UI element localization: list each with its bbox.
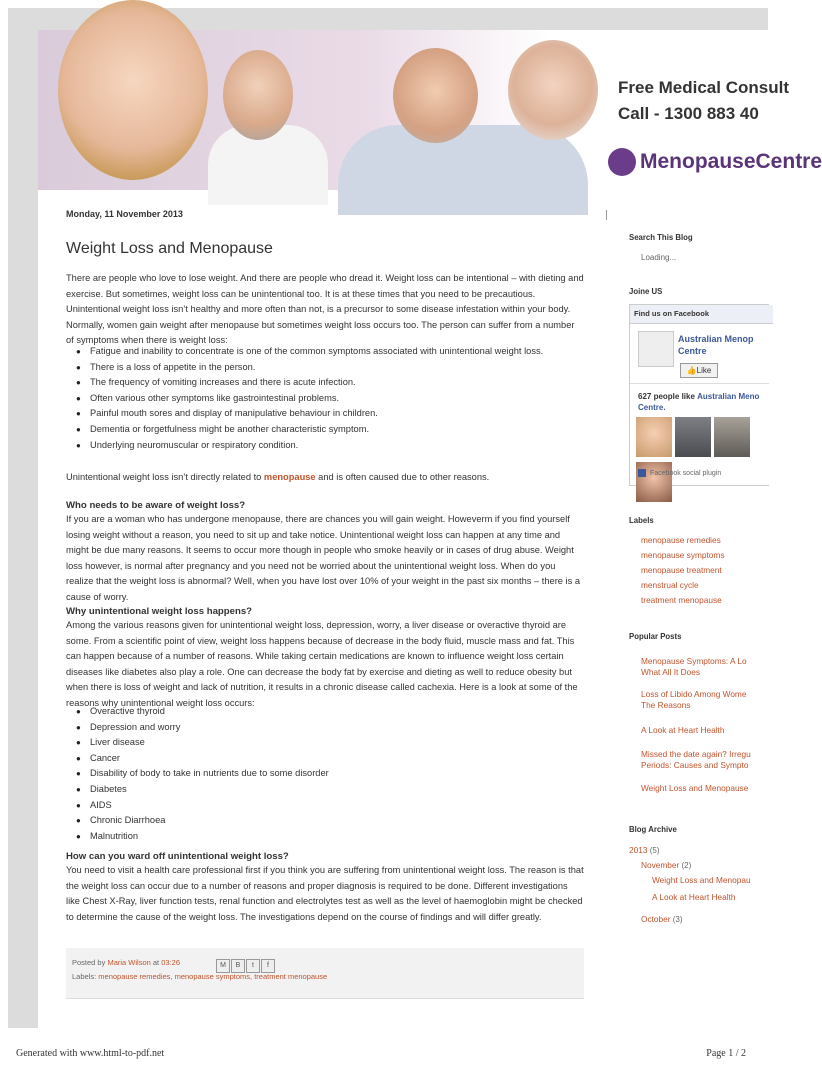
facebook-widget: [629, 304, 769, 486]
thumbs-up-icon: 👍: [686, 366, 697, 375]
facebook-widget-header: Find us on Facebook: [630, 305, 773, 324]
woman-2-photo: [393, 48, 478, 143]
archive-post-link[interactable]: Weight Loss and Menopau: [652, 875, 751, 885]
popular-post-line: A Look at Heart Health: [641, 725, 725, 735]
list-item: ● Dementia or forgetfulness might be another characteristic symptom.: [76, 422, 581, 438]
section-heading-who: Who needs to be aware of weight loss?: [66, 500, 246, 511]
archive-month-count: (3): [672, 915, 683, 924]
facebook-plugin-label: [638, 469, 721, 477]
promo-line-1: Free Medical Consult: [618, 78, 789, 97]
archive-month: [641, 914, 683, 925]
list-item: ● Often various other symptoms like gastrointestinal problems.: [76, 391, 581, 407]
author-link[interactable]: Maria Wilson: [107, 958, 151, 967]
page-name-line-1: Australian Menop: [678, 334, 754, 344]
search-heading: Search This Blog: [629, 233, 693, 242]
facebook-page-name[interactable]: [678, 333, 754, 357]
list-item: ● There is a loss of appetite in the person.: [76, 360, 581, 376]
like-button[interactable]: [680, 363, 718, 378]
join-heading: Joine US: [629, 287, 663, 296]
page-logo[interactable]: [638, 331, 674, 367]
section-body-how: You need to visit a health care professional first if you think you are suffering from unintentional weight loss. The reason is that the weight loss can occur due to a number of reasons and proper diagnosis is required to be done. Different investigations like Chest X-Ray, liver function tests, renal function and electrolytes test as well as the level of haemoglobin might be checked to determine the cause of the weight loss. The investigations depend on the course of findings and will differ greatly.: [66, 865, 584, 922]
popular-post-link[interactable]: [641, 656, 747, 678]
label-link[interactable]: menopause remedies: [641, 535, 721, 545]
popular-post-line: Weight Loss and Menopause: [641, 783, 749, 793]
label-link[interactable]: treatment menopause: [641, 595, 722, 605]
generated-note: Generated with www.html-to-pdf.net: [16, 1048, 165, 1059]
reason-list: [76, 704, 581, 844]
count-text: 627 people like: [638, 392, 698, 401]
label-link[interactable]: menopause symptoms: [641, 550, 725, 560]
popular-post-line: What All It Does: [641, 667, 701, 677]
email-icon[interactable]: M: [216, 959, 230, 973]
archive-month-count: (2): [681, 861, 692, 870]
woman-photo: [58, 0, 208, 180]
section-body-why: Among the various reasons given for unintentional weight loss, depression, worry, a liver disease or overactive thyroid are some. From a scientific point of view, weight loss happens because of decrease in the body fluid, muscle mass and fat. This can happen because of a number of reasons. While taking certain medications are known to influence weight loss certain diseases like diabetes also play a role. One can decrease the body fat by exercise and dieting as well to reduce obesity but when there is loss of weight and lack of nutrition, it results in a chronic disease called cachexia. Here is a look at some of the reasons why unintentional weight loss occurs:: [66, 620, 578, 708]
list-item: ● Overactive thyroid: [76, 704, 581, 720]
section-heading-why: Why unintentional weight loss happens?: [66, 606, 253, 617]
post-footer: [66, 948, 584, 999]
archive-post-link[interactable]: A Look at Heart Health: [652, 892, 736, 902]
facebook-icon[interactable]: f: [261, 959, 275, 973]
popular-post-line: Missed the date again? Irregu: [641, 749, 751, 759]
list-item: ● Malnutrition: [76, 829, 581, 845]
count-page-link[interactable]: Australian Meno: [697, 392, 760, 401]
menopause-link[interactable]: menopause: [263, 472, 316, 482]
divider: [630, 383, 769, 384]
archive-year-count: (5): [649, 846, 660, 855]
popular-post-line: Periods: Causes and Sympto: [641, 760, 749, 770]
menopause-note: [66, 470, 584, 486]
archive-year: [629, 845, 659, 856]
posted-by-label: Posted by: [72, 958, 108, 967]
caduceus-icon: [608, 148, 636, 176]
plugin-text: Facebook social plugin: [650, 469, 722, 477]
at-label: at: [150, 958, 162, 967]
list-item: ● Disability of body to take in nutrients due to some disorder: [76, 766, 581, 782]
popular-post-line: Menopause Symptoms: A Lo: [641, 656, 747, 666]
list-item: ● Depression and worry: [76, 720, 581, 736]
twitter-icon[interactable]: t: [246, 959, 260, 973]
blog-this-icon[interactable]: B: [231, 959, 245, 973]
list-item: ● The frequency of vomiting increases and there is acute infection.: [76, 375, 581, 391]
section-body-who: If you are a woman who has undergone menopause, there are chances you will gain weight. Howeverm if you find yourself losing weight without a reason, you need to sit up and take notice. Unintentional weight loss can happen at any time and might be due many reasons. It seems to occur more though in people who smoke heavily or in cases of drug abuse. Weight loss however, is normal after pregnancy and you need not be worried about the unintentional weight loss. When do you realize that the weight loss is abnormal? Well, when you have lost over 10% of your weight in the past six months – there is a cause of worry.: [66, 514, 581, 602]
column-divider: [606, 210, 607, 220]
header-banner[interactable]: [38, 30, 822, 190]
labels-prefix: Labels:: [72, 972, 99, 981]
post-meta: [72, 958, 180, 967]
list-item: ● Fatigue and inability to concentrate is one of the common symptoms associated with unintentional weight loss.: [76, 344, 581, 360]
page-name-line-2: Centre: [678, 346, 707, 356]
labels-heading: Labels: [629, 516, 654, 525]
post-title[interactable]: Weight Loss and Menopause: [66, 240, 273, 257]
popular-post-link[interactable]: [641, 725, 724, 736]
label-link[interactable]: menopause treatment: [641, 565, 722, 575]
popular-posts-heading: Popular Posts: [629, 632, 682, 641]
list-item: ● Cancer: [76, 751, 581, 767]
popular-post-link[interactable]: [641, 783, 748, 794]
list-item: ● Painful mouth sores and display of manipulative behaviour in children.: [76, 406, 581, 422]
brand-logo: [608, 148, 822, 188]
archive-month: [641, 860, 691, 871]
blog-archive-heading: Blog Archive: [629, 825, 677, 834]
search-loading: Loading...: [641, 253, 677, 262]
archive-month-link[interactable]: November: [641, 860, 680, 870]
symptom-list: [76, 344, 581, 453]
list-item: ● AIDS: [76, 798, 581, 814]
fan-avatar[interactable]: [636, 417, 672, 457]
list-item: ● Liver disease: [76, 735, 581, 751]
popular-post-link[interactable]: [641, 749, 751, 771]
time-link[interactable]: 03:26: [161, 958, 181, 967]
popular-post-line: The Reasons: [641, 700, 691, 710]
count-page-link-2[interactable]: Centre.: [638, 403, 666, 412]
share-buttons: [216, 954, 276, 973]
woman-3-photo: [508, 40, 598, 140]
brand-name: MenopauseCentre: [640, 150, 822, 173]
fan-avatar[interactable]: [675, 417, 711, 457]
post-labels: [72, 972, 327, 981]
popular-post-link[interactable]: [641, 689, 746, 711]
label-link[interactable]: menstrual cycle: [641, 580, 699, 590]
post-date: Monday, 11 November 2013: [66, 209, 183, 219]
fan-avatar[interactable]: [636, 462, 672, 502]
like-label: Like: [696, 366, 712, 375]
list-item: ● Underlying neuromuscular or respiratory condition.: [76, 438, 581, 454]
page-number: Page 1 / 2: [706, 1048, 746, 1059]
fan-thumbnails: [636, 417, 769, 507]
popular-post-line: Loss of Libido Among Wome: [641, 689, 747, 699]
promo-line-2: Call - 1300 883 40: [618, 104, 759, 123]
archive-year-link[interactable]: 2013: [629, 845, 648, 855]
doctor-photo: [223, 50, 293, 140]
like-count: [638, 391, 759, 413]
fan-avatar[interactable]: [714, 417, 750, 457]
facebook-square-icon: [638, 469, 646, 477]
note-text-end: and is often caused due to other reasons.: [315, 472, 490, 482]
section-heading-how: How can you ward off unintentional weight loss?: [66, 851, 289, 862]
note-text: Unintentional weight loss isn’t directly related to: [66, 472, 264, 482]
post-intro: There are people who love to lose weight. And there are people who dread it. Weight loss can be intentional – with dieting and exercise. But sometimes, weight loss can be unintentional too. It is at these times that you need to be precautious. Unintentional weight loss isn’t healthy and more often than not, is a precursor to some disease infestation within your body. Normally, women gain weight after menopause but sometimes weight loss occurs too. The person can suffer from a number of symptoms when there is weight loss:: [66, 273, 584, 346]
list-item: ● Chronic Diarrhoea: [76, 813, 581, 829]
archive-month-link[interactable]: October: [641, 914, 671, 924]
list-item: ● Diabetes: [76, 782, 581, 798]
labels-links[interactable]: menopause remedies, menopause symptoms, treatment menopause: [98, 972, 328, 981]
